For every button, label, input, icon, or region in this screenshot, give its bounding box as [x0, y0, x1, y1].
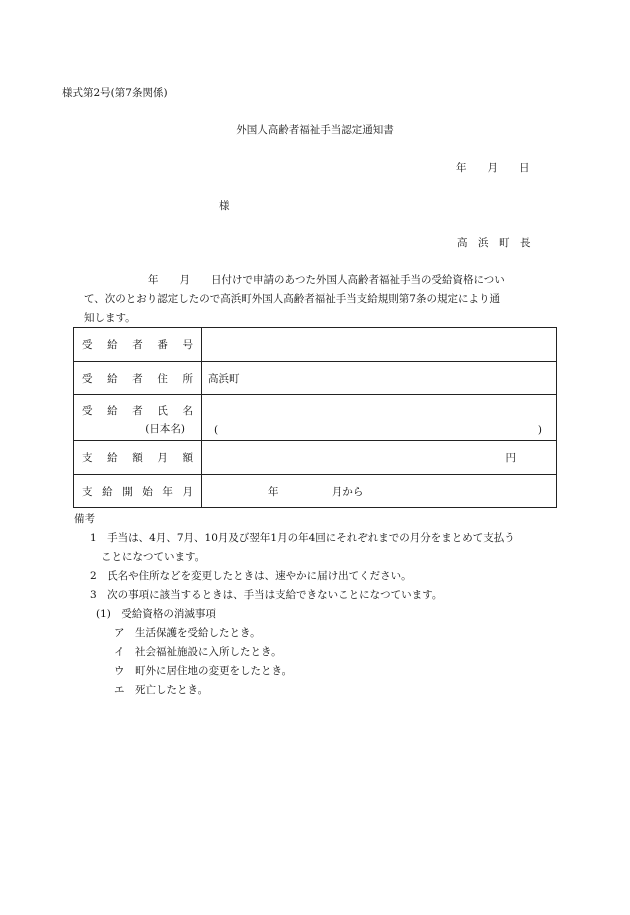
note-item-e: エ 死亡したとき。 [114, 684, 209, 696]
note-3-sub-heading: (1) 受給資格の消滅事項 [96, 608, 216, 620]
table-row [74, 328, 557, 362]
value-recipient-address[interactable]: 高浜町 [202, 362, 557, 395]
paren-close: ) [537, 424, 542, 436]
note-1-line-2: ことになつています。 [101, 551, 206, 563]
note-item-i: イ 社会福祉施設に入所したとき。 [114, 646, 282, 658]
label-char: 始 [142, 485, 153, 498]
body-line-1: 年 月 日付けで申請のあつた外国人高齢者福祉手当の受給資格につい [148, 274, 505, 286]
table-row [74, 362, 557, 395]
value-payment-start[interactable] [202, 475, 557, 508]
start-month-label: 月から [331, 485, 364, 498]
note-item-a: ア 生活保護を受給したとき。 [114, 627, 261, 639]
label-char: 号 [182, 339, 193, 351]
label-char: 受 [82, 339, 93, 351]
label-char: 年 [162, 485, 173, 498]
note-item-u: ウ 町外に居住地の変更をしたとき。 [114, 665, 293, 677]
label-char: 月 [157, 452, 168, 464]
label-char: 名 [182, 405, 193, 417]
label-char: 者 [132, 372, 143, 385]
label-char: 給 [107, 339, 118, 351]
start-year-label: 年 [268, 485, 279, 498]
label-recipient-address [74, 362, 202, 395]
label-char: 月 [182, 485, 193, 498]
label-char: 給 [102, 485, 113, 498]
table-row [74, 395, 557, 441]
label-char: 給 [107, 452, 118, 464]
label-char: 者 [132, 339, 143, 351]
body-line-3: 知します。 [84, 312, 136, 324]
body-line-2: て、次のとおり認定したので高浜町外国人高齢者福祉手当支給規則第7条の規定により通 [84, 293, 500, 305]
japanese-name-sublabel: (日本名) [145, 423, 185, 435]
value-recipient-number[interactable] [202, 328, 557, 362]
label-char: 住 [157, 372, 168, 385]
addressee-suffix: 様 [219, 200, 230, 212]
form-number: 様式第2号(第7条関係) [62, 87, 168, 99]
note-2: 2 氏名や住所などを変更したときは、速やかに届け出てください。 [90, 570, 412, 582]
label-char: 氏 [157, 405, 168, 417]
label-char: 支 [82, 485, 93, 498]
note-3: 3 次の事項に該当するときは、手当は支給できないことになつています。 [90, 589, 443, 601]
note-1-line-1: 1 手当は、4月、7月、10月及び翌年1月の年4回にそれぞれまでの月分をまとめて支払う [90, 532, 515, 544]
label-char: 給 [107, 405, 118, 417]
label-char: 者 [132, 405, 143, 417]
label-char: 支 [82, 452, 93, 464]
issuer: 高 浜 町 長 [457, 237, 531, 249]
label-char: 受 [82, 405, 93, 417]
table-row [74, 441, 557, 475]
label-char: 開 [122, 485, 133, 498]
paren-open: ( [214, 424, 219, 436]
notes-heading: 備考 [74, 513, 95, 525]
label-payment-start [74, 475, 202, 508]
label-monthly-amount [74, 441, 202, 475]
label-recipient-name [74, 395, 202, 441]
label-recipient-number [74, 328, 202, 362]
label-char: 所 [182, 372, 193, 385]
value-monthly-amount[interactable]: 円 [202, 441, 557, 475]
certification-table [73, 327, 557, 508]
date-line: 年 月 日 [456, 162, 530, 174]
label-char: 額 [182, 452, 193, 464]
label-char: 給 [107, 372, 118, 385]
document-title: 外国人高齢者福祉手当認定通知書 [236, 124, 394, 136]
label-char: 番 [157, 339, 168, 351]
table-row [74, 475, 557, 508]
value-recipient-name[interactable] [202, 395, 557, 441]
label-char: 受 [82, 372, 93, 385]
label-char: 額 [132, 452, 143, 464]
